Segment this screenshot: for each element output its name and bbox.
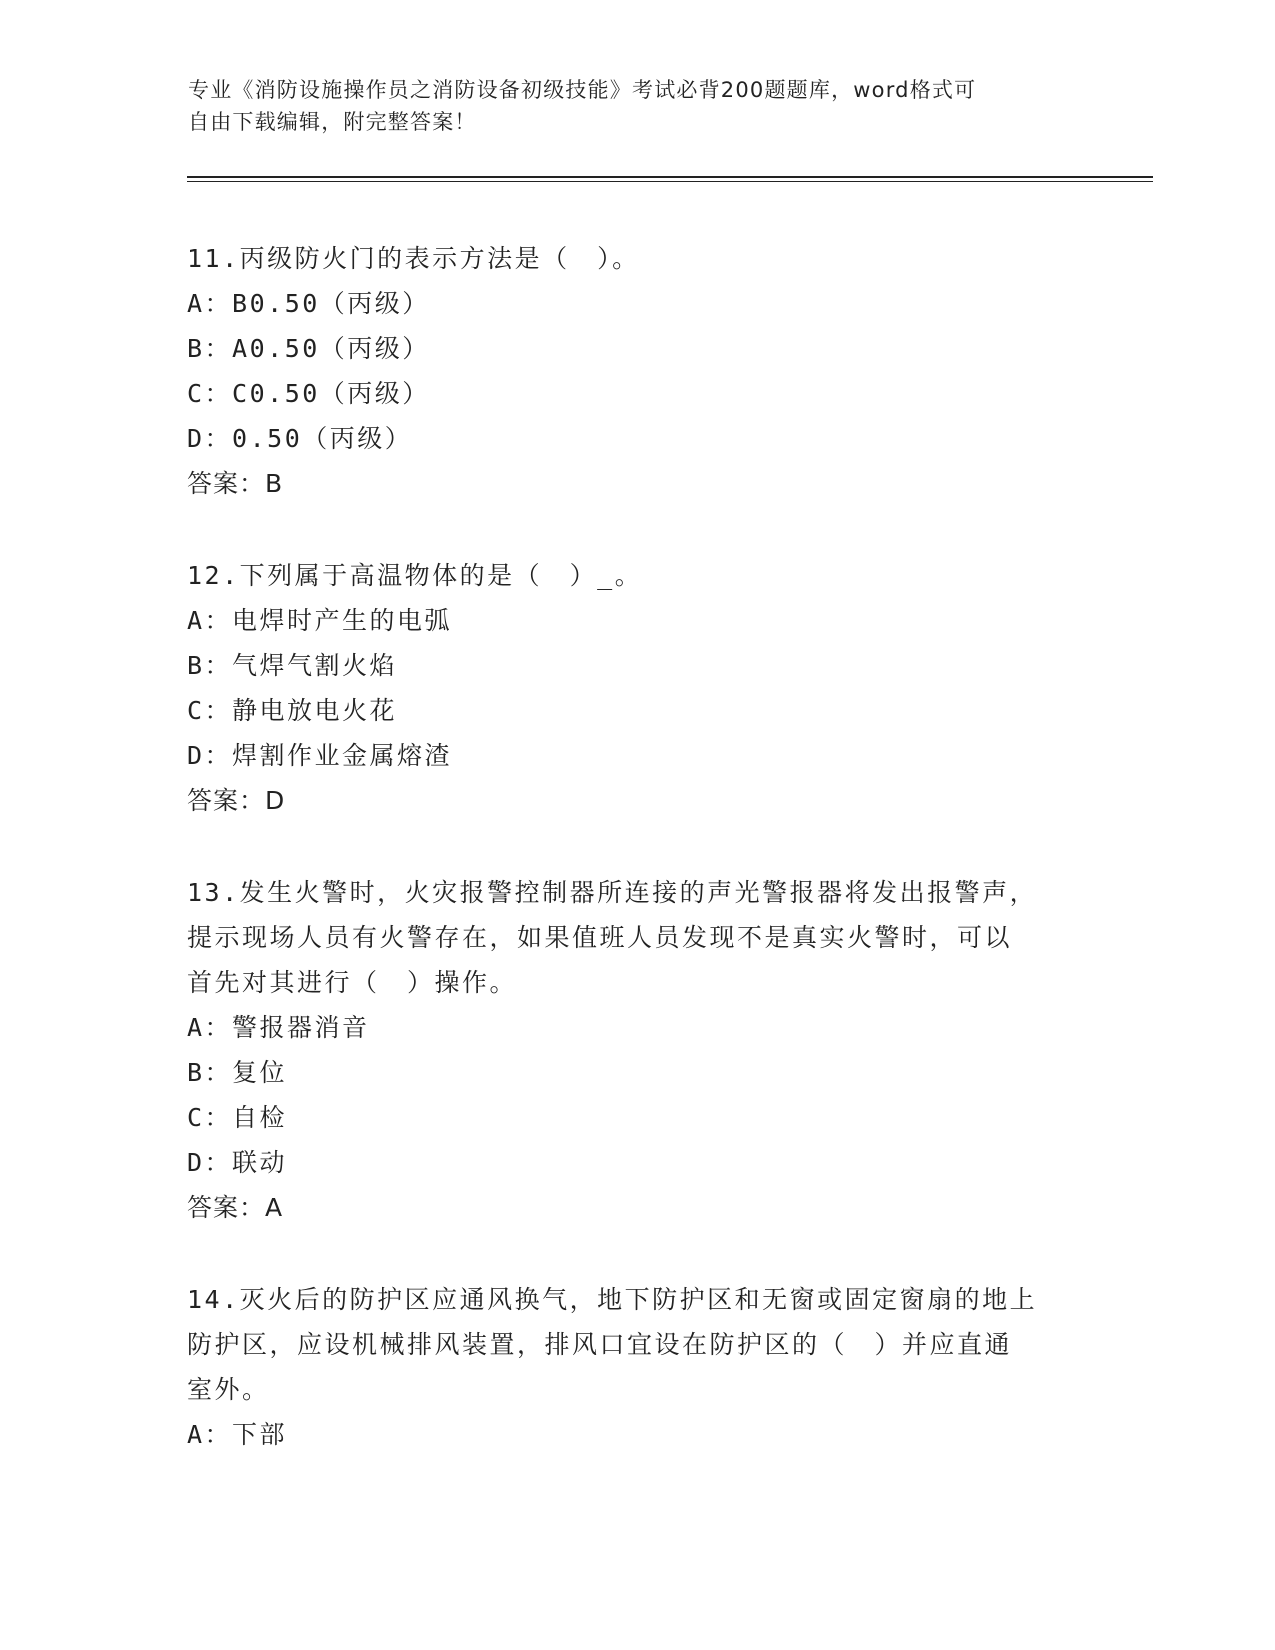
option-d: D：联动	[187, 1148, 288, 1177]
header-divider-thick	[187, 176, 1153, 178]
question-13	[187, 870, 1087, 1230]
option-d: D：0.50（丙级）	[187, 424, 413, 453]
answer: 答案：D	[187, 786, 286, 815]
option-b: B：A0.50（丙级）	[187, 334, 430, 363]
question-list	[187, 236, 1087, 1457]
question-11	[187, 236, 1087, 506]
option-c: C：C0.50（丙级）	[187, 379, 430, 408]
option-a: A：下部	[187, 1420, 288, 1449]
question-text-line-1: 13.发生火警时，火灾报警控制器所连接的声光警报器将发出报警声，	[187, 878, 1038, 907]
option-d: D：焊割作业金属熔渣	[187, 741, 453, 770]
document-header	[188, 74, 1088, 138]
header-divider-thin	[187, 181, 1153, 182]
question-text-line-3: 室外。	[187, 1375, 270, 1404]
question-text: 12.下列属于高温物体的是（ ）_。	[187, 561, 643, 590]
question-14	[187, 1277, 1087, 1457]
question-text-line-2: 提示现场人员有火警存在，如果值班人员发现不是真实火警时，可以	[187, 923, 1013, 952]
question-text-line-3: 首先对其进行（ ）操作。	[187, 968, 518, 997]
question-text-line-1: 14.灭火后的防护区应通风换气，地下防护区和无窗或固定窗扇的地上	[187, 1285, 1038, 1314]
option-c: C：自检	[187, 1103, 288, 1132]
answer: 答案：B	[187, 469, 284, 498]
header-line-1: 专业《消防设施操作员之消防设备初级技能》考试必背200题题库，word格式可	[188, 78, 977, 102]
question-text-line-2: 防护区，应设机械排风装置，排风口宜设在防护区的（ ）并应直通	[187, 1330, 1013, 1359]
header-line-2: 自由下载编辑，附完整答案！	[188, 110, 477, 134]
answer: 答案：A	[187, 1193, 284, 1222]
question-12	[187, 553, 1087, 823]
option-c: C：静电放电火花	[187, 696, 398, 725]
option-b: B：气焊气割火焰	[187, 651, 398, 680]
option-b: B：复位	[187, 1058, 288, 1087]
option-a: A：警报器消音	[187, 1013, 370, 1042]
option-a: A：电焊时产生的电弧	[187, 606, 453, 635]
question-text: 11.丙级防火门的表示方法是（ ）。	[187, 244, 640, 273]
option-a: A：B0.50（丙级）	[187, 289, 430, 318]
